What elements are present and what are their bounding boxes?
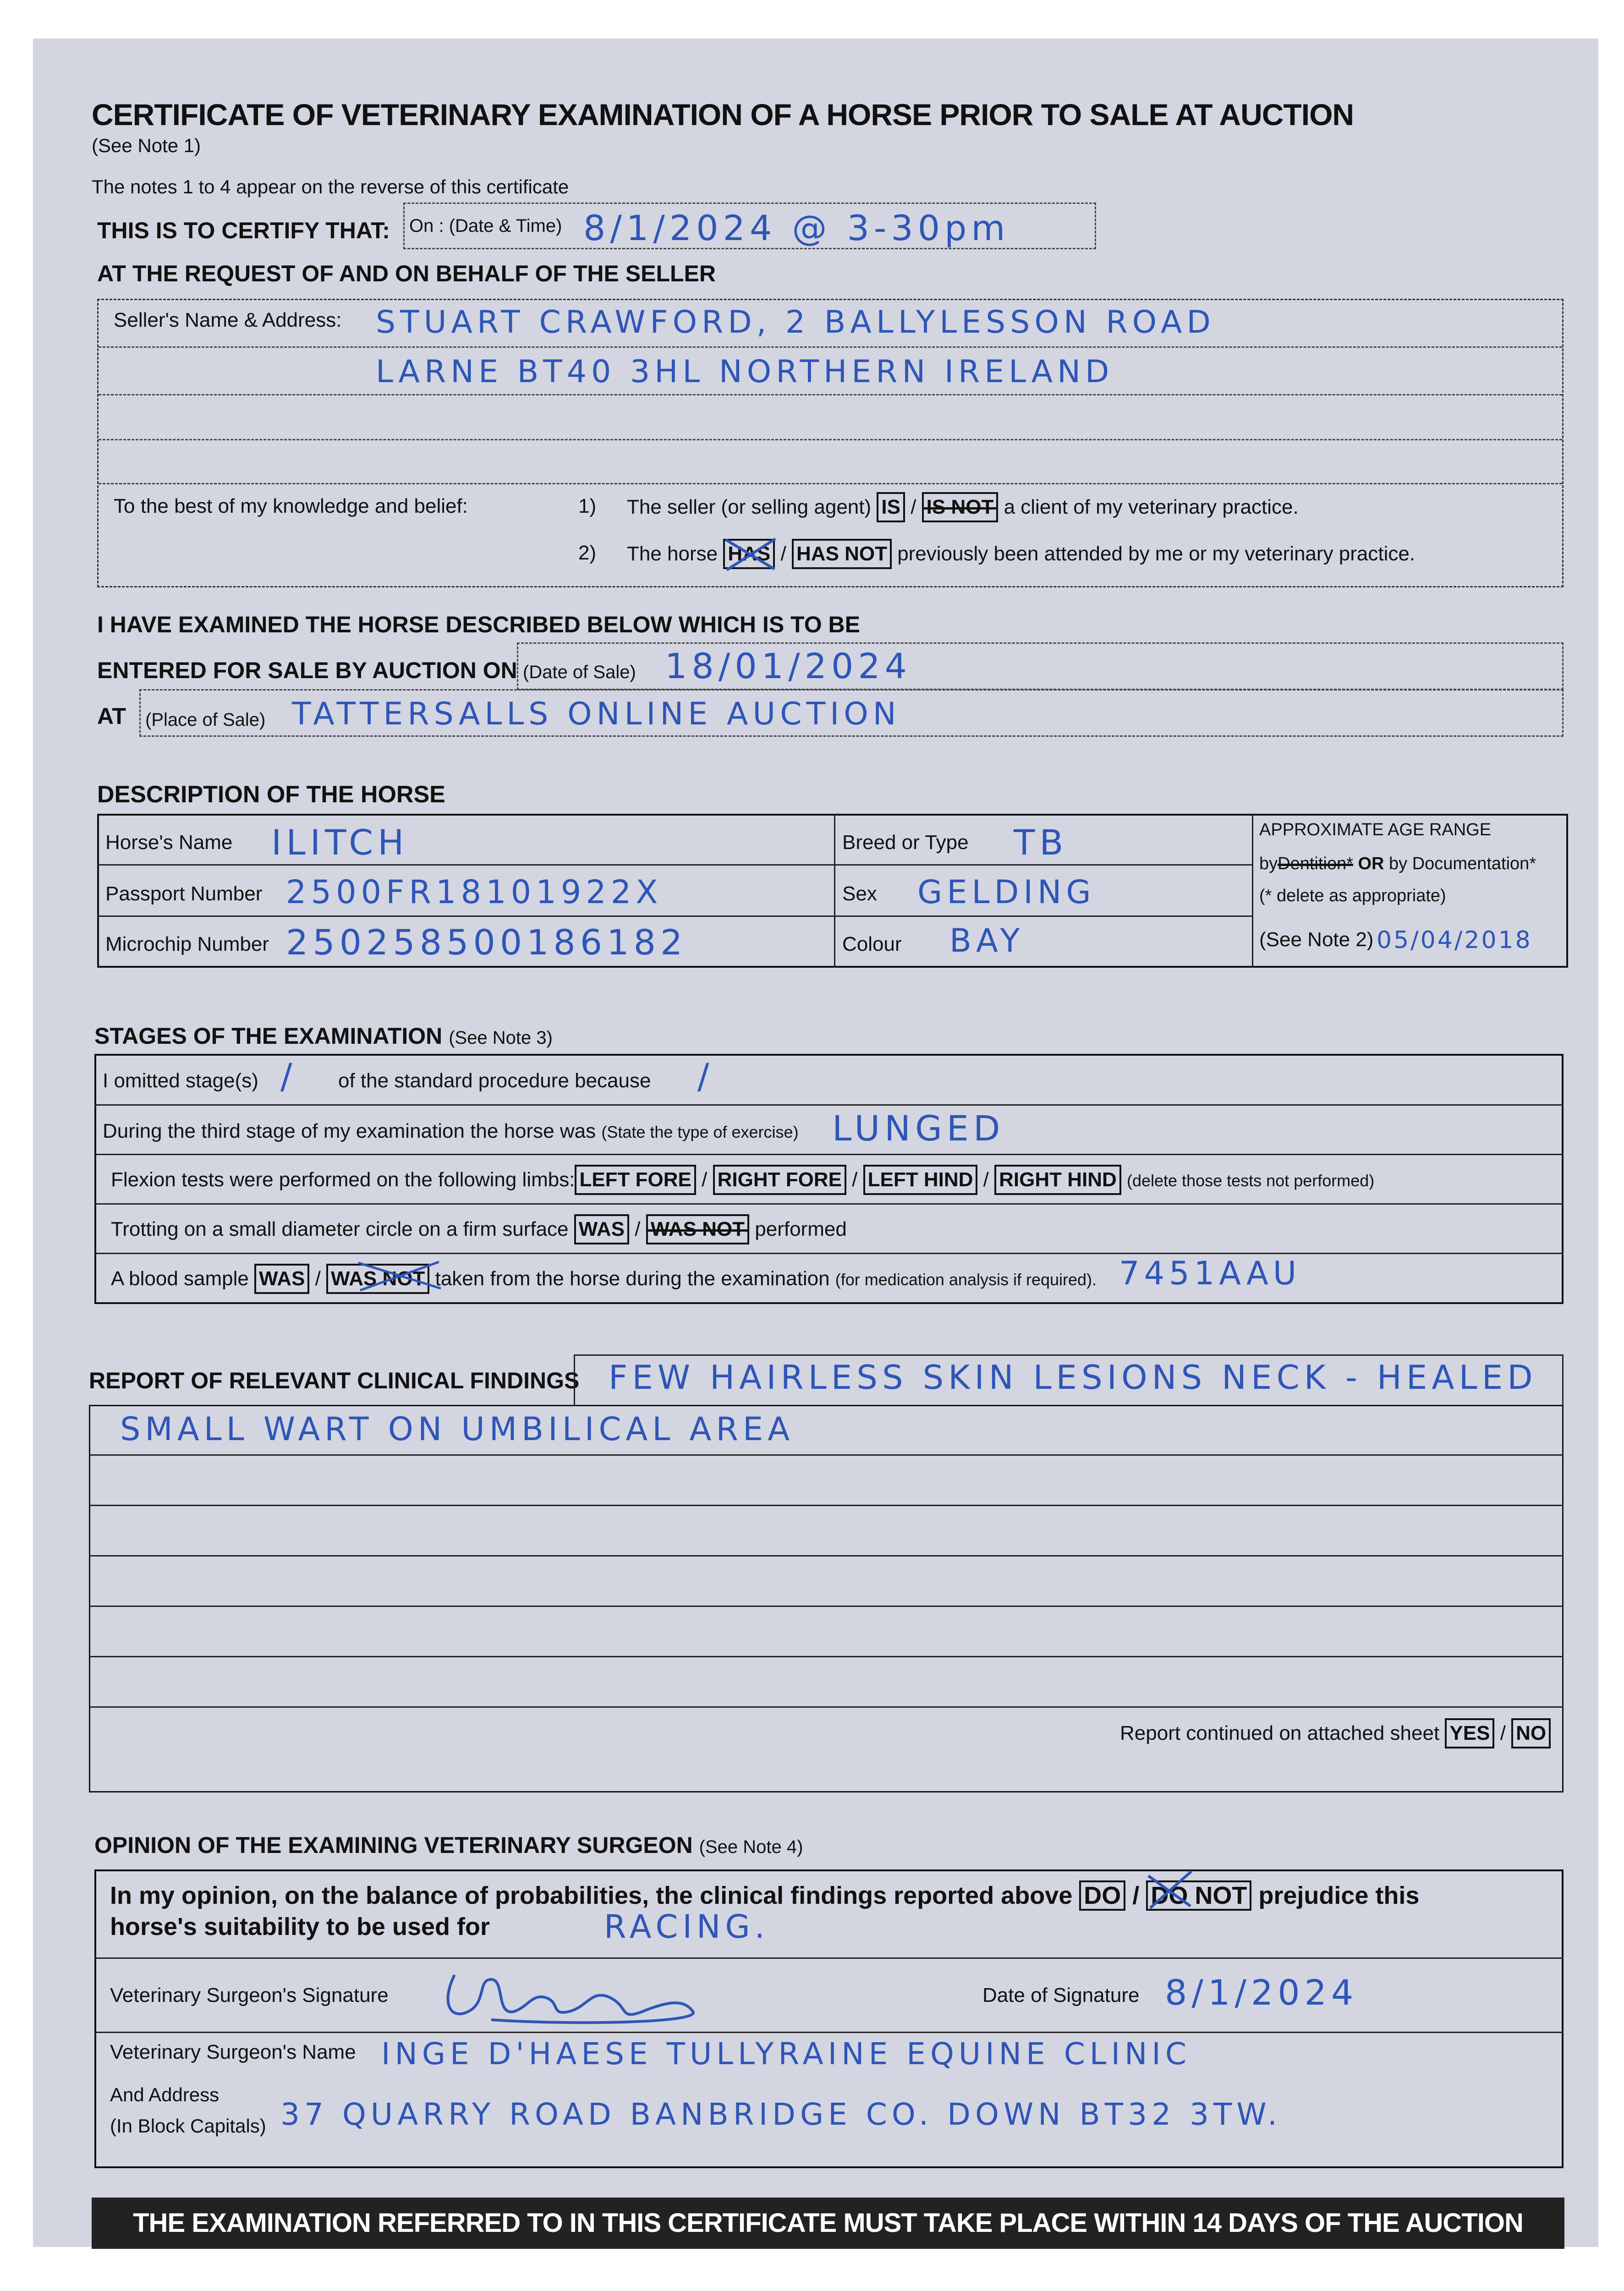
because-value[interactable]: / [697, 1056, 714, 1096]
report-continued-label: Report continued on attached sheet [1120, 1722, 1440, 1744]
third-stage-label [103, 1120, 799, 1143]
flexion-sep-1: / [702, 1168, 708, 1191]
blood-was-not-option[interactable]: WAS NOT [326, 1264, 429, 1294]
stages-heading [94, 1023, 553, 1049]
omitted-value[interactable]: / [280, 1056, 297, 1096]
opinion-statement [110, 1880, 1419, 1911]
at-label: AT [97, 703, 126, 729]
opinion-post: prejudice this [1258, 1882, 1420, 1909]
stages-rule-4 [94, 1253, 1564, 1254]
opinion-line-2: horse's suitability to be used for [110, 1913, 490, 1940]
intended-use-value[interactable]: RACING. [604, 1908, 769, 1946]
report-rule-5 [89, 1656, 1564, 1657]
opinion-note: (See Note 4) [699, 1837, 803, 1857]
flexion-note: (delete those tests not performed) [1126, 1171, 1375, 1190]
desc-row-rule-2b [834, 915, 1252, 917]
third-stage-text: During the third stage of my examination the horse was [103, 1120, 596, 1142]
blood-sep: / [315, 1267, 321, 1290]
omitted-label: I omitted stage(s) [103, 1069, 258, 1092]
trot-was-option[interactable]: WAS [574, 1214, 629, 1244]
desc-divider-1 [834, 814, 835, 968]
breed-value[interactable]: TB [1014, 822, 1068, 863]
stages-rule-3 [94, 1203, 1564, 1205]
passport-label: Passport Number [105, 882, 263, 905]
exercise-value[interactable]: LUNGED [832, 1108, 1005, 1149]
report-continued-row [1120, 1718, 1551, 1748]
left-hind-option[interactable]: LEFT HIND [863, 1165, 978, 1195]
client-is-not-option[interactable]: IS NOT [922, 492, 999, 522]
knowledge-label: To the best of my knowledge and belief: [114, 495, 468, 517]
place-of-sale-label: (Place of Sale) [145, 710, 266, 730]
date-time-field[interactable] [403, 203, 1096, 249]
third-stage-note: (State the type of exercise) [601, 1123, 799, 1141]
seller-rule-2 [99, 394, 1562, 395]
microchip-value[interactable]: 250258500186182 [286, 922, 687, 963]
age-by: by [1259, 854, 1278, 873]
trot-was-not-option[interactable]: WAS NOT [646, 1214, 749, 1244]
opinion-rule-1 [94, 1957, 1564, 1959]
seller-name-label: Seller's Name & Address: [114, 309, 342, 331]
blood-was-option[interactable]: WAS [254, 1264, 309, 1294]
footer-banner: THE EXAMINATION REFERRED TO IN THIS CERTIFICATE MUST TAKE PLACE WITHIN 14 DAYS OF THE AUCTION [92, 2198, 1564, 2249]
certificate-title: CERTIFICATE OF VETERINARY EXAMINATION OF A HORSE PRIOR TO SALE AT AUCTION [92, 98, 1354, 132]
opinion-heading [94, 1832, 803, 1858]
stages-note: (See Note 3) [449, 1028, 553, 1048]
horse-name-label: Horse's Name [105, 831, 233, 854]
seller-rule-3 [99, 439, 1562, 440]
age-documentation-option[interactable]: by Documentation* [1389, 854, 1536, 873]
date-of-sale-value: 18/01/2024 [665, 646, 912, 686]
age-dentition-option[interactable]: Dentition* [1278, 854, 1353, 873]
report-heading: REPORT OF RELEVANT CLINICAL FINDINGS [89, 1368, 580, 1393]
colour-value[interactable]: BAY [949, 922, 1025, 959]
client-statement [627, 492, 1299, 522]
examined-line-2: ENTERED FOR SALE BY AUCTION ON [97, 658, 517, 683]
sex-label: Sex [842, 882, 877, 905]
report-rule-3 [89, 1555, 1564, 1557]
age-value[interactable]: 05/04/2018 [1377, 926, 1532, 954]
desc-row-rule-1b [834, 864, 1252, 866]
report-line-2[interactable]: SMALL WART ON UMBILICAL AREA [120, 1410, 795, 1448]
blood-sample-value[interactable]: 7451AAU [1119, 1255, 1301, 1292]
vet-address-value[interactable]: 37 QUARRY ROAD BANBRIDGE CO. DOWN BT32 3TW. [280, 2097, 1282, 2132]
date-of-sale-field[interactable] [517, 642, 1564, 690]
signature-field[interactable] [436, 1961, 711, 2032]
attended-sep: / [780, 543, 786, 565]
blood-pre: A blood sample [111, 1267, 249, 1290]
blood-post: taken from the horse during the examination [435, 1267, 830, 1290]
passport-value[interactable]: 2500FR18101922X [286, 873, 663, 911]
stages-rule-1 [94, 1104, 1564, 1106]
notes-reverse-text: The notes 1 to 4 appear on the reverse of this certificate [92, 176, 569, 197]
place-of-sale-field[interactable] [139, 689, 1564, 737]
horse-has-option[interactable]: HAS [723, 539, 775, 569]
date-of-sale-label: (Date of Sale) [523, 662, 636, 682]
flexion-label: Flexion tests were performed on the following limbs: [111, 1168, 575, 1191]
blood-note: (for medication analysis if required). [835, 1270, 1097, 1289]
request-label: AT THE REQUEST OF AND ON BEHALF OF THE SELLER [97, 261, 716, 286]
report-rule-4 [89, 1606, 1564, 1607]
trot-sep: / [635, 1218, 641, 1240]
seller-line-2[interactable]: LARNE BT40 3HL NORTHERN IRELAND [376, 354, 1114, 390]
age-or: OR [1358, 854, 1384, 873]
report-line-1[interactable]: FEW HAIRLESS SKIN LESIONS NECK - HEALED [609, 1358, 1537, 1397]
continued-sep: / [1500, 1722, 1506, 1744]
desc-divider-2 [1252, 814, 1253, 968]
client-post: a client of my veterinary practice. [1004, 496, 1299, 518]
seller-line-1[interactable]: STUART CRAWFORD, 2 BALLYLESSON ROAD [376, 304, 1215, 340]
horse-name-value[interactable]: ILITCH [271, 822, 409, 863]
right-fore-option[interactable]: RIGHT FORE [713, 1165, 846, 1195]
trot-post: performed [755, 1218, 847, 1240]
signature-date-label: Date of Signature [982, 1984, 1140, 2006]
desc-row-rule-2a [97, 915, 834, 917]
age-delete-note: (* delete as appropriate) [1259, 886, 1446, 905]
opinion-rule-2 [94, 2032, 1564, 2033]
blood-was-not-cross-icon [349, 1258, 450, 1293]
flexion-row [111, 1165, 1374, 1195]
microchip-label: Microchip Number [105, 933, 269, 955]
flexion-sep-2: / [852, 1168, 858, 1191]
report-rule-1 [89, 1454, 1564, 1456]
opinion-sep: / [1132, 1882, 1140, 1909]
left-fore-option[interactable]: LEFT FORE [575, 1165, 696, 1195]
seller-rule-1 [99, 346, 1562, 348]
desc-row-rule-1a [97, 864, 834, 866]
client-sep: / [911, 496, 916, 518]
seller-rule-4 [99, 483, 1562, 484]
item-2-number: 2) [578, 542, 597, 564]
opinion-do-not-option[interactable]: DO NOT [1146, 1880, 1251, 1911]
see-note-1: (See Note 1) [92, 135, 201, 156]
attended-post: previously been attended by me or my veterinary practice. [897, 543, 1416, 565]
signature-label: Veterinary Surgeon's Signature [110, 1984, 389, 2006]
age-range-title: APPROXIMATE AGE RANGE [1259, 820, 1492, 839]
opinion-do-option[interactable]: DO [1079, 1880, 1125, 1911]
client-is-option[interactable]: IS [877, 492, 905, 522]
blood-sample-row [111, 1264, 1097, 1294]
right-hind-option[interactable]: RIGHT HIND [994, 1165, 1121, 1195]
age-see-note-2: (See Note 2) [1259, 928, 1374, 951]
vet-name-value[interactable]: INGE D'HAESE TULLYRAINE EQUINE CLINIC [381, 2036, 1191, 2072]
because-label: of the standard procedure because [338, 1069, 651, 1092]
flexion-sep-3: / [983, 1168, 989, 1191]
address-label: And Address [110, 2084, 219, 2105]
certificate-sheet [33, 38, 1598, 2247]
stages-heading-text: STAGES OF THE EXAMINATION [94, 1023, 443, 1049]
sex-value[interactable]: GELDING [917, 873, 1096, 911]
trot-label: Trotting on a small diameter circle on a firm surface [111, 1218, 569, 1240]
trotting-row [111, 1214, 847, 1244]
opinion-heading-text: OPINION OF THE EXAMINING VETERINARY SURGEON [94, 1832, 693, 1858]
age-range-method [1259, 854, 1536, 874]
has-cross-mark-icon [720, 536, 780, 573]
continued-yes-option[interactable]: YES [1445, 1718, 1494, 1748]
horse-has-not-option[interactable]: HAS NOT [792, 539, 892, 569]
item-1-number: 1) [578, 495, 597, 517]
continued-no-option[interactable]: NO [1511, 1718, 1551, 1748]
client-pre: The seller (or selling agent) [627, 496, 872, 518]
place-of-sale-value: TATTERSALLS ONLINE AUCTION [292, 696, 901, 732]
report-rule-6 [89, 1706, 1564, 1708]
vet-name-label: Veterinary Surgeon's Name [110, 2041, 356, 2063]
stages-rule-2 [94, 1154, 1564, 1155]
certify-label: THIS IS TO CERTIFY THAT: [97, 218, 390, 243]
signature-date-value[interactable]: 8/1/2024 [1165, 1972, 1358, 2013]
address-block-caps-label: (In Block Capitals) [110, 2115, 266, 2137]
opinion-pre: In my opinion, on the balance of probabilities, the clinical findings reported above [110, 1882, 1073, 1909]
date-time-label: On : (Date & Time) [409, 216, 562, 236]
date-time-value: 8/1/2024 @ 3-30pm [583, 208, 1010, 248]
examined-line-1: I HAVE EXAMINED THE HORSE DESCRIBED BELOW WHICH IS TO BE [97, 612, 860, 637]
do-cross-mark-icon [1142, 1867, 1197, 1913]
handwritten-signature [436, 1961, 711, 2030]
attended-pre: The horse [627, 543, 718, 565]
colour-label: Colour [842, 933, 902, 955]
description-heading: DESCRIPTION OF THE HORSE [97, 781, 445, 808]
breed-label: Breed or Type [842, 831, 969, 854]
report-rule-2 [89, 1505, 1564, 1506]
